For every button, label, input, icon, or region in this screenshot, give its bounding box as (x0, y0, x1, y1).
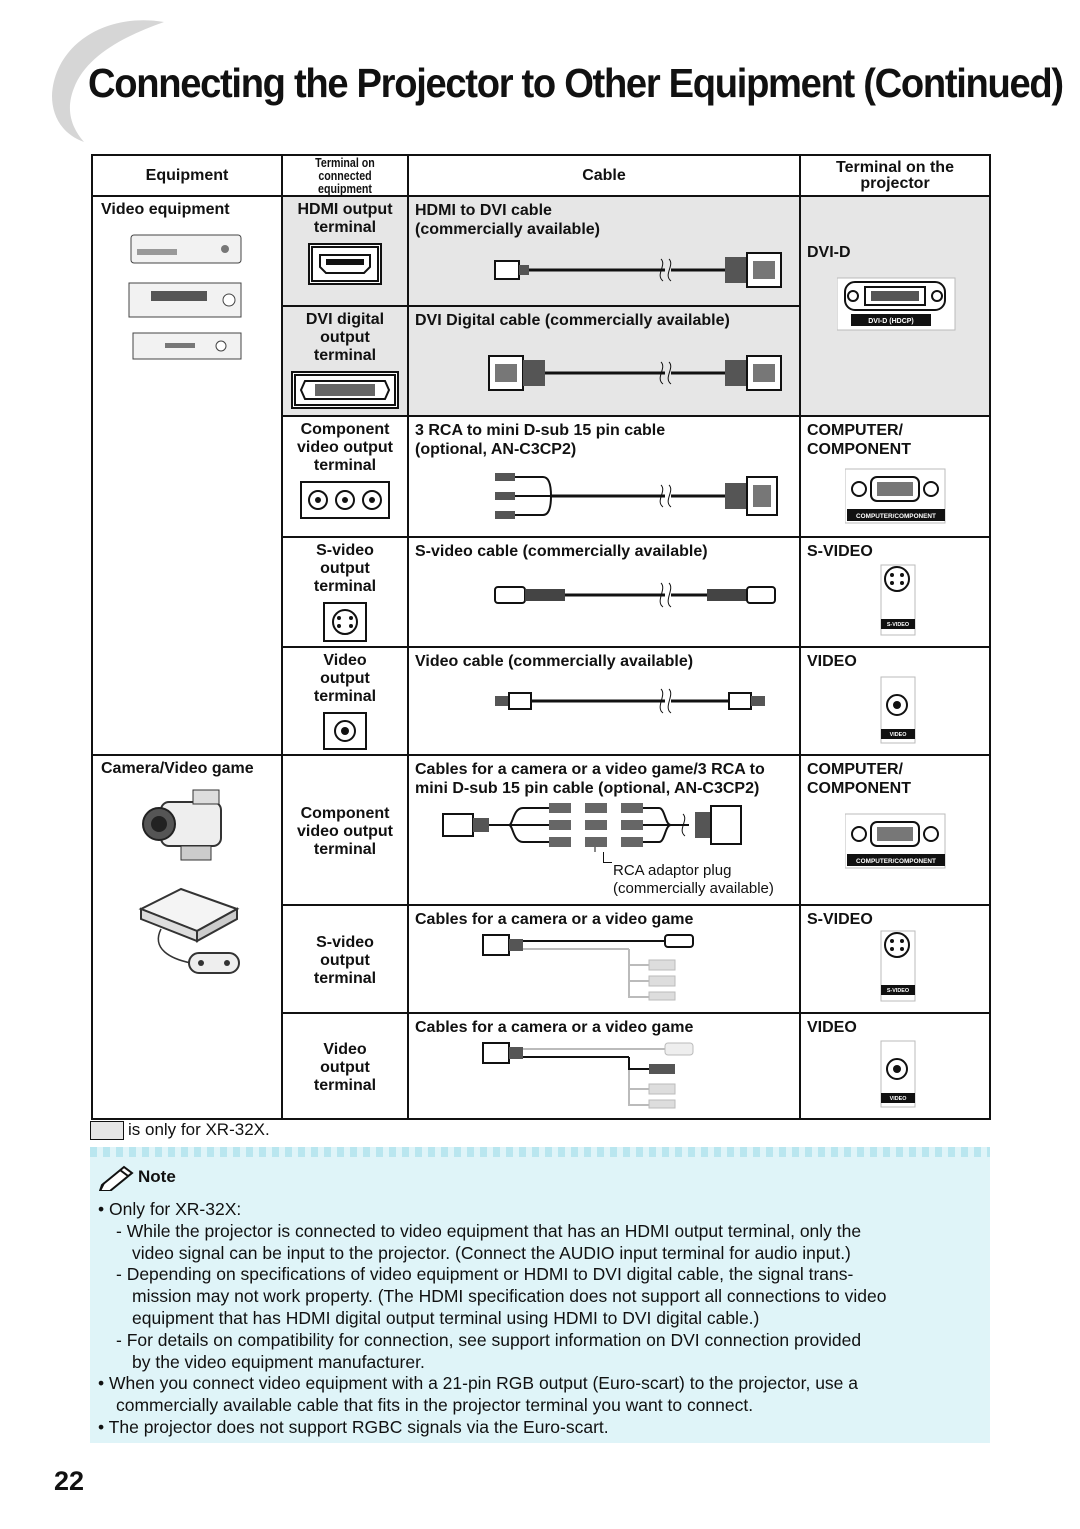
legend-swatch (90, 1121, 124, 1140)
cable-s-video-cell (408, 537, 800, 647)
cable-camera-component-cell (408, 755, 800, 905)
dvi-d-port-caption: DVI-D (HDCP) (868, 318, 914, 325)
projector-s-video-cell (800, 537, 990, 647)
projector-terminal-label: S-VIDEO (807, 911, 873, 928)
rca-adaptor-note-availability: (commercially available) (613, 880, 774, 897)
projector-camera-s-video-cell (800, 905, 990, 1013)
camera-s-video-cable-drawing (479, 931, 719, 1001)
video-port-caption: VIDEO (889, 732, 907, 738)
projector-dvi-d-cell (800, 196, 990, 416)
terminal-label: Component video output terminal (297, 805, 393, 858)
note-line: • The projector does not support RGBC signals via the Euro-scart. (98, 1416, 609, 1437)
s-video-projector-port-icon (877, 563, 917, 637)
s-video-port-icon (323, 602, 367, 642)
video-equipment-cell (92, 196, 282, 755)
dvi-cable-drawing (485, 350, 785, 394)
component-cable-drawing (485, 467, 785, 525)
hdmi-port-icon (308, 243, 382, 285)
terminal-label: Component video output terminal (297, 421, 393, 474)
cable-label: S-video cable (commercially available) (415, 543, 708, 560)
note-line: - For details on compatibility for connection, see support information on DVI connection provided (116, 1329, 862, 1350)
cable-camera-video-cell (408, 1013, 800, 1119)
video-equipment-icon (125, 229, 245, 369)
note-line: - Depending on specifications of video equipment or HDMI to DVI digital cable, the signal trans- (116, 1264, 854, 1285)
terminal-label: HDMI output terminal (297, 201, 393, 236)
note-heading (98, 1163, 176, 1191)
cable-label: Video cable (commercially available) (415, 653, 694, 670)
dvi-d-port-icon (837, 274, 957, 334)
page-title: Connecting the Projector to Other Equipment (Continued) (88, 60, 1063, 106)
cable-hdmi-dvi-cell (408, 196, 800, 306)
connection-table (91, 154, 991, 1120)
page-number: 22 (54, 1466, 85, 1496)
cable-video-cell (408, 647, 800, 755)
projector-computer-component-cell (800, 416, 990, 537)
camera-component-cable-drawing (439, 800, 749, 852)
header-terminal-line2: connected equipment (318, 168, 372, 196)
legend-text: is only for XR-32X. (128, 1120, 270, 1139)
computer-component-port-caption: COMPUTER/COMPONENT (856, 513, 936, 520)
note-dotted-border (90, 1147, 990, 1157)
header-cable: Cable (408, 155, 800, 196)
s-video-cable-drawing (485, 575, 785, 615)
projector-video-cell (800, 647, 990, 755)
cable-label: Cables for a camera or a video game (415, 1019, 694, 1036)
s-video-projector-port-icon-2 (877, 929, 917, 1003)
cable-dvi-cell (408, 306, 800, 416)
cable-label: HDMI to DVI cable (commercially available) (415, 202, 600, 238)
note-line: equipment that has HDMI digital output terminal using HDMI to DVI digital cable.) (132, 1307, 760, 1328)
video-port-icon (323, 712, 367, 750)
cable-camera-s-video-cell (408, 905, 800, 1013)
video-camera-icon (141, 786, 231, 866)
hdmi-dvi-cable-drawing (485, 247, 785, 291)
terminal-label: DVI digital output terminal (305, 311, 385, 364)
note-line: video signal can be input to the projector. (Connect the AUDIO input terminal for audio input.) (132, 1242, 851, 1263)
table-row (92, 755, 990, 905)
terminal-camera-video-cell (282, 1013, 408, 1119)
header-equipment: Equipment (92, 155, 282, 196)
video-cable-drawing (485, 683, 785, 719)
shading-legend (90, 1120, 270, 1140)
projector-terminal-label: DVI-D (807, 244, 851, 261)
equipment-group-label: Video equipment (101, 201, 230, 218)
cable-label: Cables for a camera or a video game/3 RCA to mini D-sub 15 pin cable (optional, AN-C3CP2) (415, 761, 765, 797)
computer-component-port-caption-2: COMPUTER/COMPONENT (856, 858, 936, 865)
video-projector-port-icon (877, 675, 917, 745)
note-line: - While the projector is connected to video equipment that has an HDMI output terminal, only the (116, 1220, 862, 1241)
table-header-row (92, 155, 990, 196)
terminal-hdmi-cell (282, 196, 408, 306)
cable-component-cell (408, 416, 800, 537)
equipment-group-label: Camera/Video game (101, 760, 254, 777)
video-port-caption-2: VIDEO (889, 1096, 907, 1102)
projector-terminal-label: VIDEO (807, 1019, 857, 1036)
note-line: mission may not work property. (The HDMI specification does not support all connections to video (132, 1286, 887, 1307)
rca-adaptor-pointer (603, 852, 612, 863)
cable-label: DVI Digital cable (commercially available) (415, 312, 730, 329)
projector-camera-component-cell (800, 755, 990, 905)
terminal-component-cell (282, 416, 408, 537)
note-line: by the video equipment manufacturer. (132, 1351, 425, 1372)
dvi-port-icon (291, 371, 399, 409)
note-box (90, 1147, 990, 1443)
terminal-dvi-cell (282, 306, 408, 416)
s-video-port-caption-2: S-VIDEO (886, 988, 910, 994)
pencil-note-icon (98, 1163, 138, 1191)
terminal-label: S-video output terminal (313, 934, 377, 987)
s-video-port-caption: S-VIDEO (886, 622, 910, 628)
note-heading-text: Note (138, 1167, 176, 1186)
video-projector-port-icon-2 (877, 1039, 917, 1109)
note-body (98, 1199, 972, 1439)
terminal-camera-component-cell (282, 755, 408, 905)
component-port-icon (300, 481, 390, 519)
camera-game-cell (92, 755, 282, 1119)
projector-terminal-label: COMPUTER/ COMPONENT (807, 422, 911, 458)
projector-terminal-label: COMPUTER/ COMPONENT (807, 761, 911, 797)
note-line: • When you connect video equipment with a 21-pin RGB output (Euro-scart) to the projector, use a (98, 1373, 859, 1394)
cable-label: Cables for a camera or a video game (415, 911, 694, 928)
note-line: • Only for XR-32X: (98, 1199, 242, 1219)
terminal-camera-s-video-cell (282, 905, 408, 1013)
camera-video-cable-drawing (479, 1039, 719, 1109)
header-terminal-line1: Terminal on (315, 155, 375, 170)
terminal-label: S-video output terminal (313, 542, 377, 595)
projector-terminal-label: VIDEO (807, 653, 857, 670)
header-terminal (282, 155, 408, 196)
terminal-label: Video output terminal (313, 652, 377, 705)
header-projector: Terminal on the projector (800, 155, 990, 196)
game-console-icon (131, 879, 251, 979)
computer-component-port-icon-2 (845, 812, 955, 872)
terminal-s-video-cell (282, 537, 408, 647)
terminal-label: Video output terminal (313, 1041, 377, 1094)
projector-terminal-label: S-VIDEO (807, 543, 873, 560)
table-row (92, 196, 990, 306)
terminal-video-cell (282, 647, 408, 755)
rca-adaptor-note: RCA adaptor plug (613, 862, 732, 879)
cable-label: 3 RCA to mini D-sub 15 pin cable (optional, AN-C3CP2) (415, 422, 666, 458)
computer-component-port-icon (845, 467, 955, 527)
note-line: commercially available cable that fits in the projector terminal you want to connect. (116, 1395, 754, 1416)
projector-camera-video-cell (800, 1013, 990, 1119)
